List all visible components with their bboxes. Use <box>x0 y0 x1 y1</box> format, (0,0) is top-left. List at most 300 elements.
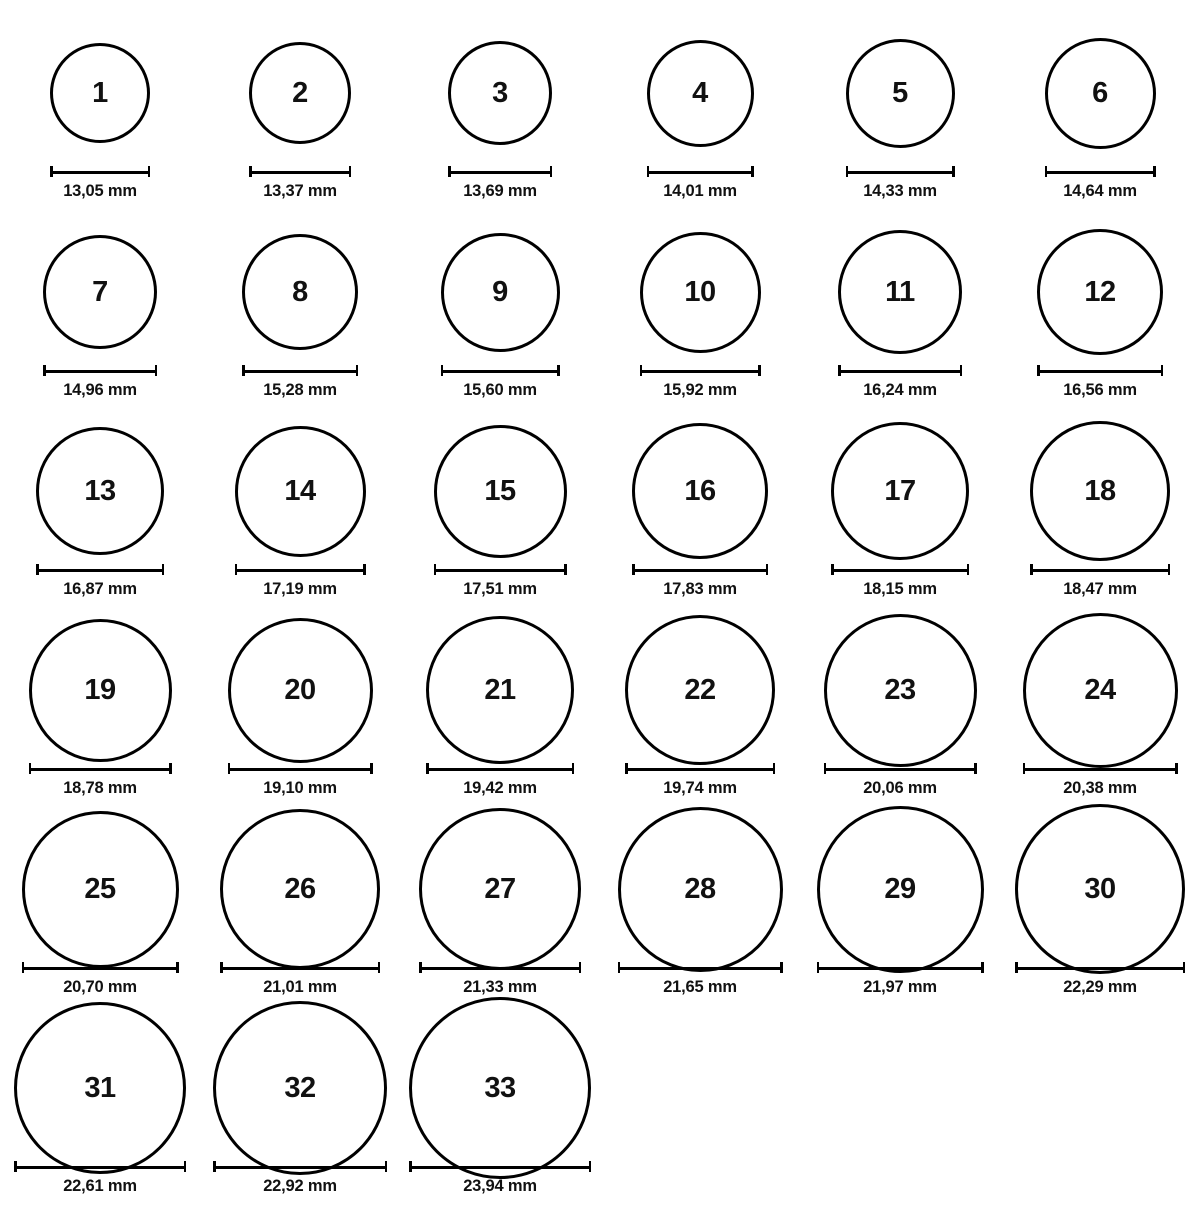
ring-measure <box>846 166 955 201</box>
caliper-bar <box>824 768 977 771</box>
ring-size-cell <box>800 217 1000 416</box>
caliper-tick-left <box>647 166 650 177</box>
caliper-icon <box>632 564 768 575</box>
ring-circle-wrap <box>600 814 800 964</box>
ring-circle <box>817 806 984 973</box>
caliper-icon <box>1030 564 1170 575</box>
ring-size-cell <box>400 18 600 217</box>
ring-measure <box>242 365 358 400</box>
ring-diameter-label: 21,65 mm <box>663 978 737 996</box>
caliper-icon <box>1037 365 1163 376</box>
ring-circle <box>647 40 754 147</box>
ring-circle <box>29 619 172 762</box>
ring-measure <box>228 763 373 798</box>
ring-circle-wrap <box>800 416 1000 566</box>
ring-size-cell <box>600 217 800 416</box>
ring-circle-wrap <box>800 814 1000 964</box>
ring-circle <box>632 423 768 559</box>
caliper-icon <box>213 1161 387 1172</box>
caliper-bar <box>50 171 150 174</box>
caliper-icon <box>22 962 179 973</box>
caliper-icon <box>50 166 150 177</box>
caliper-tick-left <box>448 166 451 177</box>
caliper-tick-left <box>1030 564 1033 575</box>
caliper-bar <box>647 171 754 174</box>
caliper-icon <box>235 564 366 575</box>
ring-diameter-label: 14,64 mm <box>1063 182 1137 200</box>
caliper-bar <box>213 1166 387 1169</box>
ring-circle-wrap <box>0 416 200 566</box>
ring-circle-wrap <box>600 416 800 566</box>
ring-size-cell <box>0 615 200 814</box>
ring-size-number: 21 <box>484 673 516 706</box>
caliper-bar <box>1037 370 1163 373</box>
caliper-bar <box>441 370 560 373</box>
ring-size-cell <box>800 615 1000 814</box>
ring-circle-wrap <box>0 1013 200 1163</box>
ring-diameter-label: 21,01 mm <box>263 978 337 996</box>
caliper-tick-left <box>817 962 820 973</box>
caliper-tick-left <box>14 1161 17 1172</box>
ring-circle-wrap <box>1000 217 1200 367</box>
ring-measure <box>647 166 754 201</box>
ring-size-cell <box>0 1013 200 1212</box>
caliper-tick-right <box>589 1161 592 1172</box>
caliper-bar <box>235 569 366 572</box>
ring-measure <box>618 962 783 997</box>
ring-circle-wrap <box>800 18 1000 168</box>
ring-circle-wrap <box>600 217 800 367</box>
caliper-tick-right <box>974 763 977 774</box>
caliper-bar <box>1030 569 1170 572</box>
ring-measure <box>235 564 366 599</box>
ring-circle <box>846 39 955 148</box>
caliper-bar <box>1045 171 1156 174</box>
ring-diameter-label: 17,83 mm <box>663 580 737 598</box>
caliper-tick-right <box>758 365 761 376</box>
ring-size-cell <box>600 615 800 814</box>
caliper-icon <box>838 365 962 376</box>
caliper-tick-right <box>952 166 955 177</box>
ring-circle-wrap <box>0 615 200 765</box>
caliper-tick-right <box>363 564 366 575</box>
ring-circle <box>1037 229 1163 355</box>
caliper-icon <box>426 763 574 774</box>
caliper-icon <box>228 763 373 774</box>
caliper-tick-left <box>434 564 437 575</box>
ring-circle <box>409 997 591 1179</box>
ring-measure <box>419 962 581 997</box>
ring-circle-wrap <box>600 615 800 765</box>
caliper-tick-left <box>625 763 628 774</box>
ring-measure <box>625 763 775 798</box>
ring-size-number: 3 <box>492 76 508 109</box>
caliper-icon <box>249 166 351 177</box>
caliper-tick-left <box>618 962 621 973</box>
ring-size-number: 14 <box>284 474 316 507</box>
ring-diameter-label: 13,05 mm <box>63 182 137 200</box>
caliper-tick-right <box>1161 365 1164 376</box>
ring-size-number: 8 <box>292 275 308 308</box>
caliper-tick-right <box>370 763 373 774</box>
ring-diameter-label: 13,37 mm <box>263 182 337 200</box>
ring-size-number: 25 <box>84 872 116 905</box>
caliper-tick-left <box>640 365 643 376</box>
ring-measure <box>50 166 150 201</box>
ring-diameter-label: 21,97 mm <box>863 978 937 996</box>
ring-size-number: 24 <box>1084 673 1116 706</box>
ring-circle <box>43 235 157 349</box>
ring-size-cell <box>600 18 800 217</box>
ring-circle <box>242 234 358 350</box>
ring-measure <box>249 166 351 201</box>
ring-size-number: 10 <box>684 275 716 308</box>
ring-size-number: 15 <box>484 474 516 507</box>
caliper-icon <box>242 365 358 376</box>
caliper-tick-left <box>426 763 429 774</box>
caliper-icon <box>824 763 977 774</box>
ring-diameter-label: 23,94 mm <box>463 1177 537 1195</box>
caliper-tick-left <box>36 564 39 575</box>
caliper-tick-right <box>1175 763 1178 774</box>
ring-circle-wrap <box>200 416 400 566</box>
caliper-tick-right <box>967 564 970 575</box>
ring-size-number: 16 <box>684 474 716 507</box>
caliper-tick-right <box>378 962 381 973</box>
caliper-icon <box>448 166 552 177</box>
caliper-tick-left <box>242 365 245 376</box>
caliper-bar <box>419 967 581 970</box>
caliper-icon <box>434 564 567 575</box>
ring-measure <box>14 1161 186 1196</box>
caliper-bar <box>846 171 955 174</box>
ring-diameter-label: 18,15 mm <box>863 580 937 598</box>
ring-measure <box>36 564 164 599</box>
caliper-bar <box>618 967 783 970</box>
ring-diameter-label: 19,10 mm <box>263 779 337 797</box>
ring-diameter-label: 22,61 mm <box>63 1177 137 1195</box>
ring-diameter-label: 18,78 mm <box>63 779 137 797</box>
ring-size-number: 17 <box>884 474 916 507</box>
caliper-bar <box>817 967 984 970</box>
ring-circle-wrap <box>400 416 600 566</box>
ring-measure <box>838 365 962 400</box>
ring-size-number: 6 <box>1092 76 1108 109</box>
ring-measure <box>817 962 984 997</box>
ring-circle-wrap <box>400 615 600 765</box>
ring-size-number: 20 <box>284 673 316 706</box>
caliper-bar <box>14 1166 186 1169</box>
ring-size-number: 2 <box>292 76 308 109</box>
ring-measure <box>220 962 380 997</box>
caliper-tick-left <box>213 1161 216 1172</box>
caliper-tick-right <box>1183 962 1186 973</box>
ring-circle <box>220 809 380 969</box>
caliper-bar <box>831 569 969 572</box>
ring-circle <box>824 614 977 767</box>
ring-circle <box>1015 804 1185 974</box>
ring-measure <box>43 365 157 400</box>
ring-size-number: 32 <box>284 1071 316 1104</box>
caliper-tick-left <box>228 763 231 774</box>
ring-diameter-label: 21,33 mm <box>463 978 537 996</box>
caliper-tick-right <box>1168 564 1171 575</box>
ring-measure <box>824 763 977 798</box>
ring-size-cell <box>200 217 400 416</box>
caliper-tick-right <box>176 962 179 973</box>
ring-circle-wrap <box>400 1013 600 1163</box>
ring-circle-wrap <box>600 18 800 168</box>
caliper-tick-left <box>409 1161 412 1172</box>
caliper-tick-left <box>220 962 223 973</box>
caliper-tick-right <box>579 962 582 973</box>
caliper-tick-left <box>838 365 841 376</box>
caliper-icon <box>618 962 783 973</box>
caliper-tick-left <box>831 564 834 575</box>
ring-size-cell <box>200 1013 400 1212</box>
caliper-bar <box>632 569 768 572</box>
ring-circle-wrap <box>200 217 400 367</box>
ring-circle <box>1045 38 1156 149</box>
ring-diameter-label: 15,28 mm <box>263 381 337 399</box>
ring-size-cell <box>400 1013 600 1212</box>
caliper-tick-right <box>148 166 151 177</box>
ring-diameter-label: 14,33 mm <box>863 182 937 200</box>
caliper-tick-left <box>43 365 46 376</box>
ring-circle <box>213 1001 387 1175</box>
ring-measure <box>1045 166 1156 201</box>
ring-circle <box>838 230 962 354</box>
ring-diameter-label: 19,74 mm <box>663 779 737 797</box>
ring-size-number: 19 <box>84 673 116 706</box>
ring-diameter-label: 20,38 mm <box>1063 779 1137 797</box>
caliper-icon <box>625 763 775 774</box>
ring-size-number: 29 <box>884 872 916 905</box>
caliper-bar <box>220 967 380 970</box>
caliper-tick-left <box>441 365 444 376</box>
caliper-icon <box>29 763 172 774</box>
ring-circle-wrap <box>800 615 1000 765</box>
ring-size-number: 30 <box>1084 872 1116 905</box>
ring-measure <box>632 564 768 599</box>
ring-circle-wrap <box>1000 615 1200 765</box>
caliper-icon <box>220 962 380 973</box>
caliper-tick-left <box>22 962 25 973</box>
ring-circle-wrap <box>1000 814 1200 964</box>
caliper-tick-right <box>564 564 567 575</box>
caliper-bar <box>640 370 761 373</box>
ring-measure <box>441 365 560 400</box>
ring-measure <box>22 962 179 997</box>
caliper-tick-right <box>184 1161 187 1172</box>
caliper-tick-right <box>162 564 165 575</box>
caliper-bar <box>625 768 775 771</box>
ring-circle <box>426 616 574 764</box>
ring-circle-wrap <box>800 217 1000 367</box>
ring-size-cell <box>1000 814 1200 1013</box>
ring-diameter-label: 18,47 mm <box>1063 580 1137 598</box>
caliper-tick-right <box>385 1161 388 1172</box>
caliper-tick-left <box>846 166 849 177</box>
caliper-bar <box>838 370 962 373</box>
ring-circle <box>1030 421 1170 561</box>
ring-circle <box>640 232 761 353</box>
ring-size-cell <box>400 416 600 615</box>
ring-diameter-label: 20,70 mm <box>63 978 137 996</box>
ring-size-number: 18 <box>1084 474 1116 507</box>
caliper-tick-right <box>981 962 984 973</box>
ring-size-cell <box>0 814 200 1013</box>
ring-circle <box>419 808 581 970</box>
ring-size-number: 22 <box>684 673 716 706</box>
ring-circle-wrap <box>0 217 200 367</box>
ring-size-number: 12 <box>1084 275 1116 308</box>
ring-circle-wrap <box>400 18 600 168</box>
ring-size-cell <box>400 217 600 416</box>
caliper-tick-left <box>29 763 32 774</box>
ring-size-number: 28 <box>684 872 716 905</box>
caliper-icon <box>43 365 157 376</box>
ring-diameter-label: 16,24 mm <box>863 381 937 399</box>
ring-circle <box>441 233 560 352</box>
ring-measure <box>409 1161 591 1196</box>
ring-circle-wrap <box>0 814 200 964</box>
ring-circle-wrap <box>1000 416 1200 566</box>
ring-diameter-label: 14,96 mm <box>63 381 137 399</box>
ring-diameter-label: 22,29 mm <box>1063 978 1137 996</box>
ring-circle <box>625 615 775 765</box>
ring-measure <box>831 564 969 599</box>
ring-measure <box>1023 763 1178 798</box>
ring-diameter-label: 20,06 mm <box>863 779 937 797</box>
ring-measure <box>213 1161 387 1196</box>
caliper-bar <box>242 370 358 373</box>
ring-measure <box>434 564 567 599</box>
caliper-bar <box>1023 768 1178 771</box>
caliper-bar <box>29 768 172 771</box>
ring-circle <box>22 811 179 968</box>
ring-size-cell <box>800 18 1000 217</box>
caliper-tick-right <box>751 166 754 177</box>
ring-circle <box>235 426 366 557</box>
caliper-bar <box>1015 967 1185 970</box>
ring-circle-wrap <box>200 615 400 765</box>
ring-size-number: 13 <box>84 474 116 507</box>
ring-diameter-label: 17,51 mm <box>463 580 537 598</box>
caliper-bar <box>448 171 552 174</box>
caliper-tick-left <box>632 564 635 575</box>
caliper-bar <box>249 171 351 174</box>
ring-size-cell <box>1000 217 1200 416</box>
caliper-icon <box>846 166 955 177</box>
caliper-icon <box>441 365 560 376</box>
ring-measure <box>29 763 172 798</box>
caliper-bar <box>228 768 373 771</box>
ring-size-cell <box>600 814 800 1013</box>
ring-measure <box>1030 564 1170 599</box>
ring-circle-wrap <box>0 18 200 168</box>
ring-circle-wrap <box>200 814 400 964</box>
ring-size-cell <box>0 217 200 416</box>
caliper-tick-right <box>766 564 769 575</box>
caliper-bar <box>43 370 157 373</box>
ring-diameter-label: 15,92 mm <box>663 381 737 399</box>
ring-size-cell <box>800 416 1000 615</box>
ring-measure <box>1015 962 1185 997</box>
caliper-icon <box>1023 763 1178 774</box>
ring-circle <box>50 43 150 143</box>
caliper-bar <box>22 967 179 970</box>
ring-circle <box>1023 613 1178 768</box>
ring-diameter-label: 15,60 mm <box>463 381 537 399</box>
caliper-icon <box>1045 166 1156 177</box>
ring-size-number: 5 <box>892 76 908 109</box>
caliper-icon <box>409 1161 591 1172</box>
caliper-tick-left <box>249 166 252 177</box>
ring-size-cell <box>800 814 1000 1013</box>
ring-circle-wrap <box>1000 18 1200 168</box>
ring-circle-wrap <box>200 18 400 168</box>
caliper-tick-left <box>1037 365 1040 376</box>
caliper-icon <box>36 564 164 575</box>
ring-size-cell <box>400 615 600 814</box>
ring-size-cell <box>400 814 600 1013</box>
caliper-tick-left <box>235 564 238 575</box>
caliper-bar <box>426 768 574 771</box>
caliper-bar <box>36 569 164 572</box>
ring-measure <box>1037 365 1163 400</box>
caliper-icon <box>647 166 754 177</box>
ring-circle <box>618 807 783 972</box>
ring-size-number: 26 <box>284 872 316 905</box>
ring-size-cell <box>200 416 400 615</box>
caliper-icon <box>419 962 581 973</box>
caliper-bar <box>434 569 567 572</box>
caliper-tick-right <box>349 166 352 177</box>
ring-measure <box>426 763 574 798</box>
ring-size-cell <box>0 416 200 615</box>
ring-diameter-label: 22,92 mm <box>263 1177 337 1195</box>
caliper-tick-left <box>824 763 827 774</box>
ring-circle-wrap <box>400 814 600 964</box>
ring-circle <box>249 42 351 144</box>
ring-size-cell <box>1000 416 1200 615</box>
caliper-tick-right <box>780 962 783 973</box>
ring-size-number: 1 <box>92 76 108 109</box>
caliper-tick-left <box>50 166 53 177</box>
ring-size-cell <box>1000 615 1200 814</box>
caliper-icon <box>14 1161 186 1172</box>
ring-circle <box>434 425 567 558</box>
caliper-tick-right <box>773 763 776 774</box>
ring-size-cell <box>200 18 400 217</box>
ring-diameter-label: 17,19 mm <box>263 580 337 598</box>
caliper-tick-right <box>550 166 553 177</box>
ring-circle <box>228 618 373 763</box>
caliper-tick-right <box>169 763 172 774</box>
ring-circle <box>448 41 552 145</box>
caliper-tick-right <box>155 365 158 376</box>
ring-circle-wrap <box>200 1013 400 1163</box>
caliper-tick-right <box>1153 166 1156 177</box>
ring-measure <box>448 166 552 201</box>
ring-circle-wrap <box>400 217 600 367</box>
ring-size-cell <box>200 814 400 1013</box>
ring-diameter-label: 16,87 mm <box>63 580 137 598</box>
caliper-tick-right <box>356 365 359 376</box>
ring-diameter-label: 16,56 mm <box>1063 381 1137 399</box>
caliper-bar <box>409 1166 591 1169</box>
